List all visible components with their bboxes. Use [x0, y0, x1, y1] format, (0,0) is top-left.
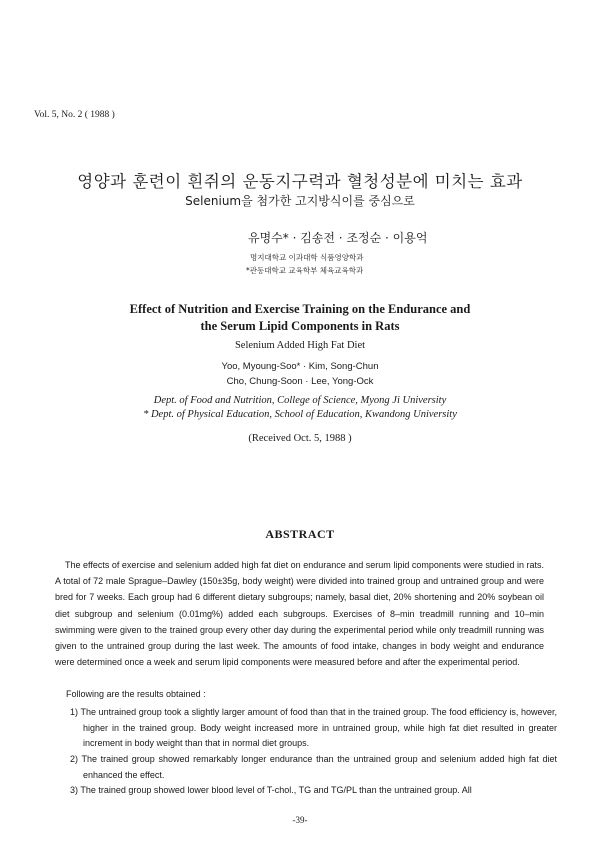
english-department-1: Dept. of Food and Nutrition, College of Science, Myong Ji University: [153, 395, 447, 406]
english-subtitle: Selenium Added High Fat Diet: [234, 340, 366, 351]
english-title-line-2: the Serum Lipid Components in Rats: [200, 319, 400, 333]
korean-title: 영양과 훈련이 흰쥐의 운동지구력과 혈청성분에 미치는 효과: [77, 172, 523, 191]
korean-affiliation-1: 명지대학교 이과대학 식품영양학과: [250, 253, 364, 262]
journal-volume: Vol. 5, No. 2 ( 1988 ): [34, 110, 115, 120]
korean-authors: 유명수* · 김송전 · 조정순 · 이용억: [248, 231, 428, 245]
english-title-line-1: Effect of Nutrition and Exercise Training on the Endurance and: [129, 302, 471, 316]
english-authors-line-2: Cho, Chung-Soon · Lee, Yong-Ock: [226, 376, 374, 387]
result-item-1: 1) The untrained group took a slightly larger amount of food than that in the trained group. The food efficiency is, however, higher in the trained group. Body weight increased more in untrained group, while high fat diet resulted in greater increment in body weight than that in normal diet groups.: [70, 707, 557, 748]
results-intro: Following are the results obtained :: [66, 689, 206, 699]
english-department-2: * Dept. of Physical Education, School of Education, Kwandong University: [143, 409, 457, 420]
received-date: (Received Oct. 5, 1988 ): [248, 433, 352, 444]
abstract-paragraph: The effects of exercise and selenium added high fat diet on endurance and serum lipid components were studied in rats. A total of 72 male Sprague–Dawley (150±35g, body weight) were divided into trained group and untrained group and were bred for 7 weeks. Each group had 6 different dietary subgroups; namely, basal diet, 20% shortening and 20% soybean oil diet subgroup and selenium (0.01mg%) added each subgroups. Exercises of 8–min treadmill running and 10–min swimming were given to the trained group every other day during the experimental period while only treadmill running was given to the untrained group during the last week. The amounts of food intake, changes in body weight and endurance were determined once a week and serum lipid components were measured before and after the experimental period.: [55, 560, 544, 668]
abstract-heading: ABSTRACT: [265, 527, 335, 541]
korean-affiliation-2: *관동대학교 교육학부 체육교육학과: [246, 266, 364, 275]
result-item-2: 2) The trained group showed remarkably longer endurance than the untrained group and selenium added high fat diet enhanced the effect.: [70, 754, 557, 780]
korean-subtitle: Selenium을 첨가한 고지방식이를 중심으로: [185, 194, 415, 208]
result-item-3: 3) The trained group showed lower blood level of T-chol., TG and TG/PL than the untrained group. All: [70, 785, 472, 795]
page-number: -39-: [292, 815, 308, 825]
english-authors-line-1: Yoo, Myoung-Soo* · Kim, Song-Chun: [221, 361, 379, 372]
